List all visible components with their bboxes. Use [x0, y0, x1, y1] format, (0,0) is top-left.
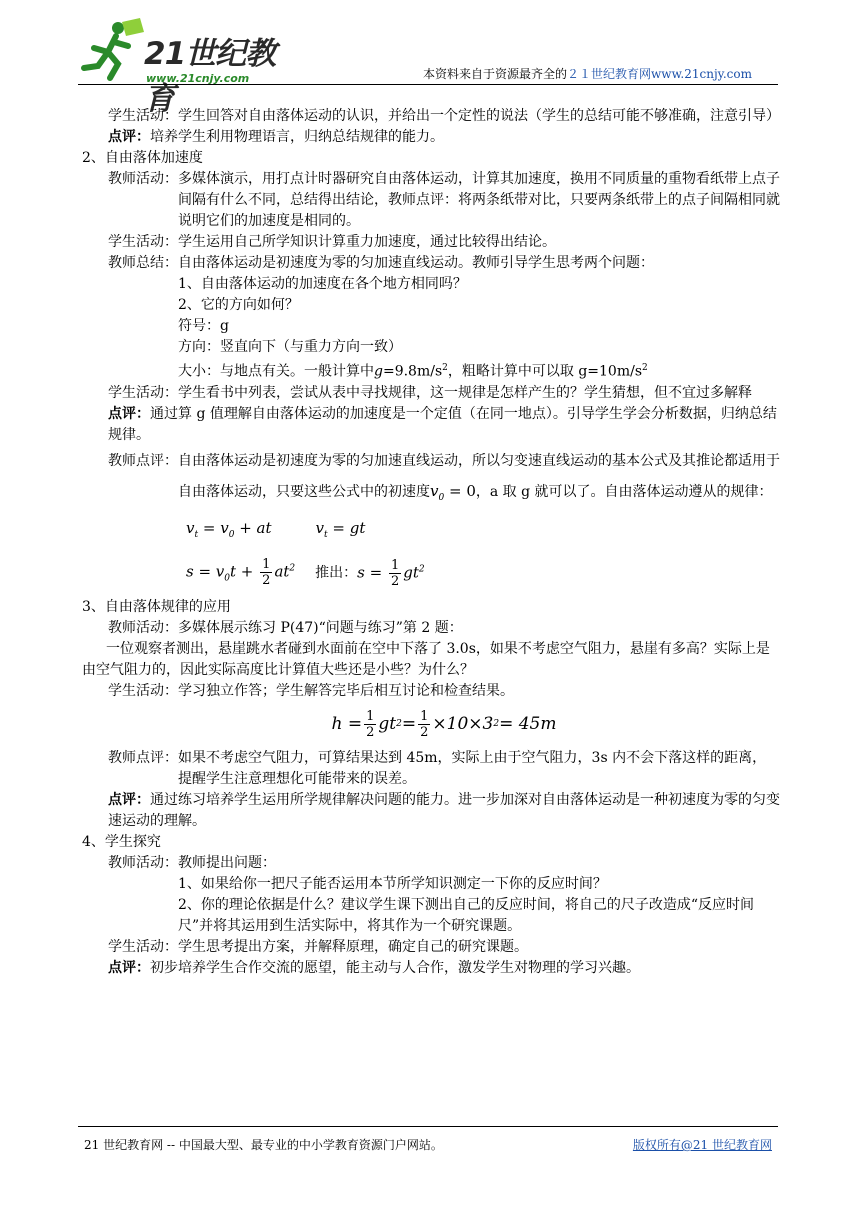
s: s = v — [186, 562, 225, 581]
paragraph-comment-1 — [108, 127, 780, 148]
label: 教师活动： — [108, 171, 178, 187]
paragraph-teacher-summary — [108, 253, 780, 274]
fraction-half — [389, 558, 401, 589]
magnitude-text-b: =9.8m/s — [382, 363, 443, 380]
text: 学生思考提出方案，并解释原理，确定自己的研究课题。 — [178, 938, 528, 955]
text: 多媒体展示练习 P(47)“问题与练习”第 2 题： — [178, 619, 463, 636]
source-url-link[interactable]: www.21cnjy.com — [651, 67, 752, 81]
text: 教师提出问题： — [178, 854, 276, 871]
label: 学生活动： — [108, 234, 178, 250]
section-heading-3: 3、自由落体规律的应用 — [82, 598, 231, 615]
eq: = v — [198, 518, 229, 537]
product: ×10×3 — [432, 714, 494, 735]
label: 教师活动： — [108, 619, 178, 636]
sup: 2 — [289, 563, 296, 574]
runner-logo-icon — [78, 18, 148, 84]
paragraph-teacher-comment-2 — [108, 748, 780, 790]
text: 学生运用自己所学知识计算重力加速度，通过比较得出结论。 — [178, 234, 556, 250]
paragraph-teacher-activity-2 — [108, 618, 780, 639]
gt: gt — [403, 563, 419, 582]
v0-symbol — [430, 481, 445, 503]
source-prefix: 本资料来自于资源最齐全的 — [423, 67, 568, 81]
eq-zero: = 0 — [444, 481, 476, 500]
question-1: 1、自由落体运动的加速度在各个地方相同吗？ — [178, 276, 467, 292]
lesson-content — [82, 106, 780, 979]
sub: t — [194, 529, 199, 540]
formula-row-velocity — [108, 513, 780, 551]
text: 初步培养学生合作交流的愿望，能主动与人合作，激发学生对物理的学习兴趣。 — [150, 959, 640, 976]
paragraph-teacher-comment-1 — [108, 446, 780, 513]
label: 点评： — [108, 405, 150, 422]
footer-divider — [78, 1126, 778, 1127]
text: 通过练习培养学生运用所学规律解决问题的能力。进一步加深对自由落体运动是一种初速度为零的匀变速运动的理解。 — [108, 791, 780, 829]
t: t + — [230, 562, 259, 581]
fraction-half — [260, 557, 272, 588]
label: 教师活动： — [108, 854, 178, 871]
paragraph-student-activity-3 — [108, 383, 780, 404]
v: v — [430, 481, 439, 500]
sup: 2 — [418, 564, 425, 575]
numerator: 1 — [390, 558, 400, 574]
text: 学生看书中列表，尝试从表中寻找规律，这一规律是怎样产生的？学生猜想，但不宜过多解释 — [178, 384, 752, 401]
denominator: 2 — [390, 574, 400, 590]
numerator: 1 — [366, 709, 375, 725]
denominator: 2 — [262, 573, 271, 589]
numerator: 1 — [262, 557, 271, 573]
formula-vt-free-fall — [316, 518, 366, 546]
magnitude-text-c: ，粗略计算中可以取 g=10m/s — [447, 363, 643, 380]
eq: + at — [234, 518, 272, 537]
formula-row-displacement — [108, 551, 780, 597]
source-site-link[interactable]: ２１世纪教育网 — [567, 67, 652, 81]
logo-text: 21世纪教育 — [144, 36, 276, 117]
sub: 0 — [438, 492, 445, 503]
question-2: 2、它的方向如何？ — [178, 297, 299, 313]
s: s = — [357, 563, 387, 582]
question-3: 1、如果给你一把尺子能否运用本节所学知识测定一下你的反应时间？ — [178, 875, 607, 892]
v: v — [315, 518, 324, 537]
sup: 2 — [493, 719, 500, 730]
question-4: 2、你的理论依据是什么？建议学生课下测出自己的反应时间，将自己的尺子改造成“反应时间尺”并将其运用到生活实际中，将其作为一个研究课题。 — [178, 896, 755, 934]
text: 学习独立作答；学生解答完毕后相互讨论和检查结果。 — [178, 682, 514, 699]
logo-url: www.21cnjy.com — [146, 72, 250, 85]
label: 教师点评： — [108, 749, 178, 766]
direction-line: 方向：竖直向下（与重力方向一致） — [178, 339, 402, 355]
section-heading-4: 4、学生探究 — [82, 833, 161, 850]
text-a: 自由落体运动是初速度为零的匀加速直线运动，所以匀变速直线运动的基本公式及其推论都适用于自由落体运动，只要这些公式中的初速度 — [178, 452, 780, 500]
fraction-half — [364, 709, 376, 740]
label: 点评： — [108, 959, 150, 976]
label: 学生活动： — [108, 108, 178, 124]
at: at — [274, 562, 290, 581]
paragraph-student-activity-4 — [108, 681, 780, 702]
label: 点评： — [108, 129, 150, 145]
paragraph-student-activity-5 — [108, 937, 780, 958]
text: 学生回答对自由落体运动的认识，并给出一个定性的说法（学生的总结可能不够准确，注意引导） — [178, 108, 780, 124]
text: 如果不考虑空气阻力，可算结果达到 45m，实际上由于空气阻力，3s 内不会下落这样的距离，提醒学生注意理想化可能带来的误差。 — [178, 749, 767, 787]
label: 教师总结： — [108, 255, 178, 271]
sub: 0 — [224, 573, 231, 584]
v: v — [186, 518, 195, 537]
magnitude-text-a: 大小：与地点有关。一般计算中 — [178, 363, 374, 380]
eq: = — [401, 714, 417, 735]
footer-tagline: 21 世纪教育网 -- 中国最大型、最专业的中小学教育资源门户网站。 — [84, 1138, 443, 1152]
exercise-problem: 一位观察者测出，悬崖跳水者碰到水面前在空中下落了 3.0s，如果不考虑空气阻力，悬崖有多高？实际上是由空气阻力的，因此实际高度比计算值大些还是小些？为什么？ — [82, 640, 770, 678]
text: 多媒体演示，用打点计时器研究自由落体运动，计算其加速度，换用不同质量的重物看纸带上点子间隔有什么不同，总结得出结论，教师点评：将两条纸带对比，只要两条纸带上的点子间隔相同就说明它们的加速度是相同的。 — [178, 171, 780, 229]
symbol-line: 符号：g — [178, 318, 229, 334]
label: 点评： — [108, 791, 150, 808]
header-divider — [78, 84, 778, 85]
paragraph-student-activity-2 — [108, 232, 780, 253]
sub: 0 — [228, 529, 235, 540]
text-b: ，a 取 g 就可以了。自由落体运动遵从的规律： — [475, 483, 773, 500]
text — [178, 446, 780, 513]
label: 教师点评： — [108, 452, 178, 469]
text: 自由落体运动是初速度为零的匀加速直线运动。教师引导学生思考两个问题： — [178, 255, 654, 271]
formula-height — [108, 702, 780, 748]
paragraph-teacher-activity-1 — [108, 169, 780, 232]
paragraph-student-activity-1 — [108, 106, 780, 127]
numerator: 1 — [420, 709, 429, 725]
paragraph-comment-3 — [108, 790, 780, 832]
formula-s-general — [186, 557, 295, 590]
label: 学生活动： — [108, 682, 178, 699]
h: h = — [331, 714, 363, 735]
eq: = gt — [327, 518, 366, 537]
fraction-half — [418, 709, 430, 740]
denominator: 2 — [366, 725, 375, 741]
paragraph-comment-4 — [108, 958, 780, 979]
sub: t — [324, 529, 328, 540]
denominator: 2 — [420, 725, 429, 741]
sup: 2 — [442, 363, 448, 373]
formula-vt-general — [186, 518, 272, 546]
label: 学生活动： — [108, 384, 178, 401]
magnitude-line — [108, 358, 780, 383]
text: 通过算 g 值理解自由落体运动的加速度是一个定值（在同一地点）。引导学生学会分析数据，归纳总结规律。 — [108, 405, 777, 443]
magnitude-g: g — [374, 363, 383, 380]
source-note — [423, 65, 752, 82]
derived-label: 推出： — [315, 565, 358, 582]
label: 学生活动： — [108, 938, 178, 955]
gt: gt — [378, 714, 397, 735]
text: 培养学生利用物理语言，归纳总结规律的能力。 — [150, 129, 444, 145]
footer-copyright-link[interactable]: 版权所有@21 世纪教育网 — [632, 1138, 772, 1152]
sup: 2 — [642, 363, 648, 373]
result: = 45m — [499, 714, 557, 735]
section-heading-2: 2、自由落体加速度 — [82, 150, 203, 166]
sup: 2 — [396, 719, 402, 730]
formula-s-free-fall — [357, 558, 424, 589]
paragraph-comment-2 — [108, 404, 780, 446]
paragraph-teacher-activity-3 — [108, 853, 780, 874]
